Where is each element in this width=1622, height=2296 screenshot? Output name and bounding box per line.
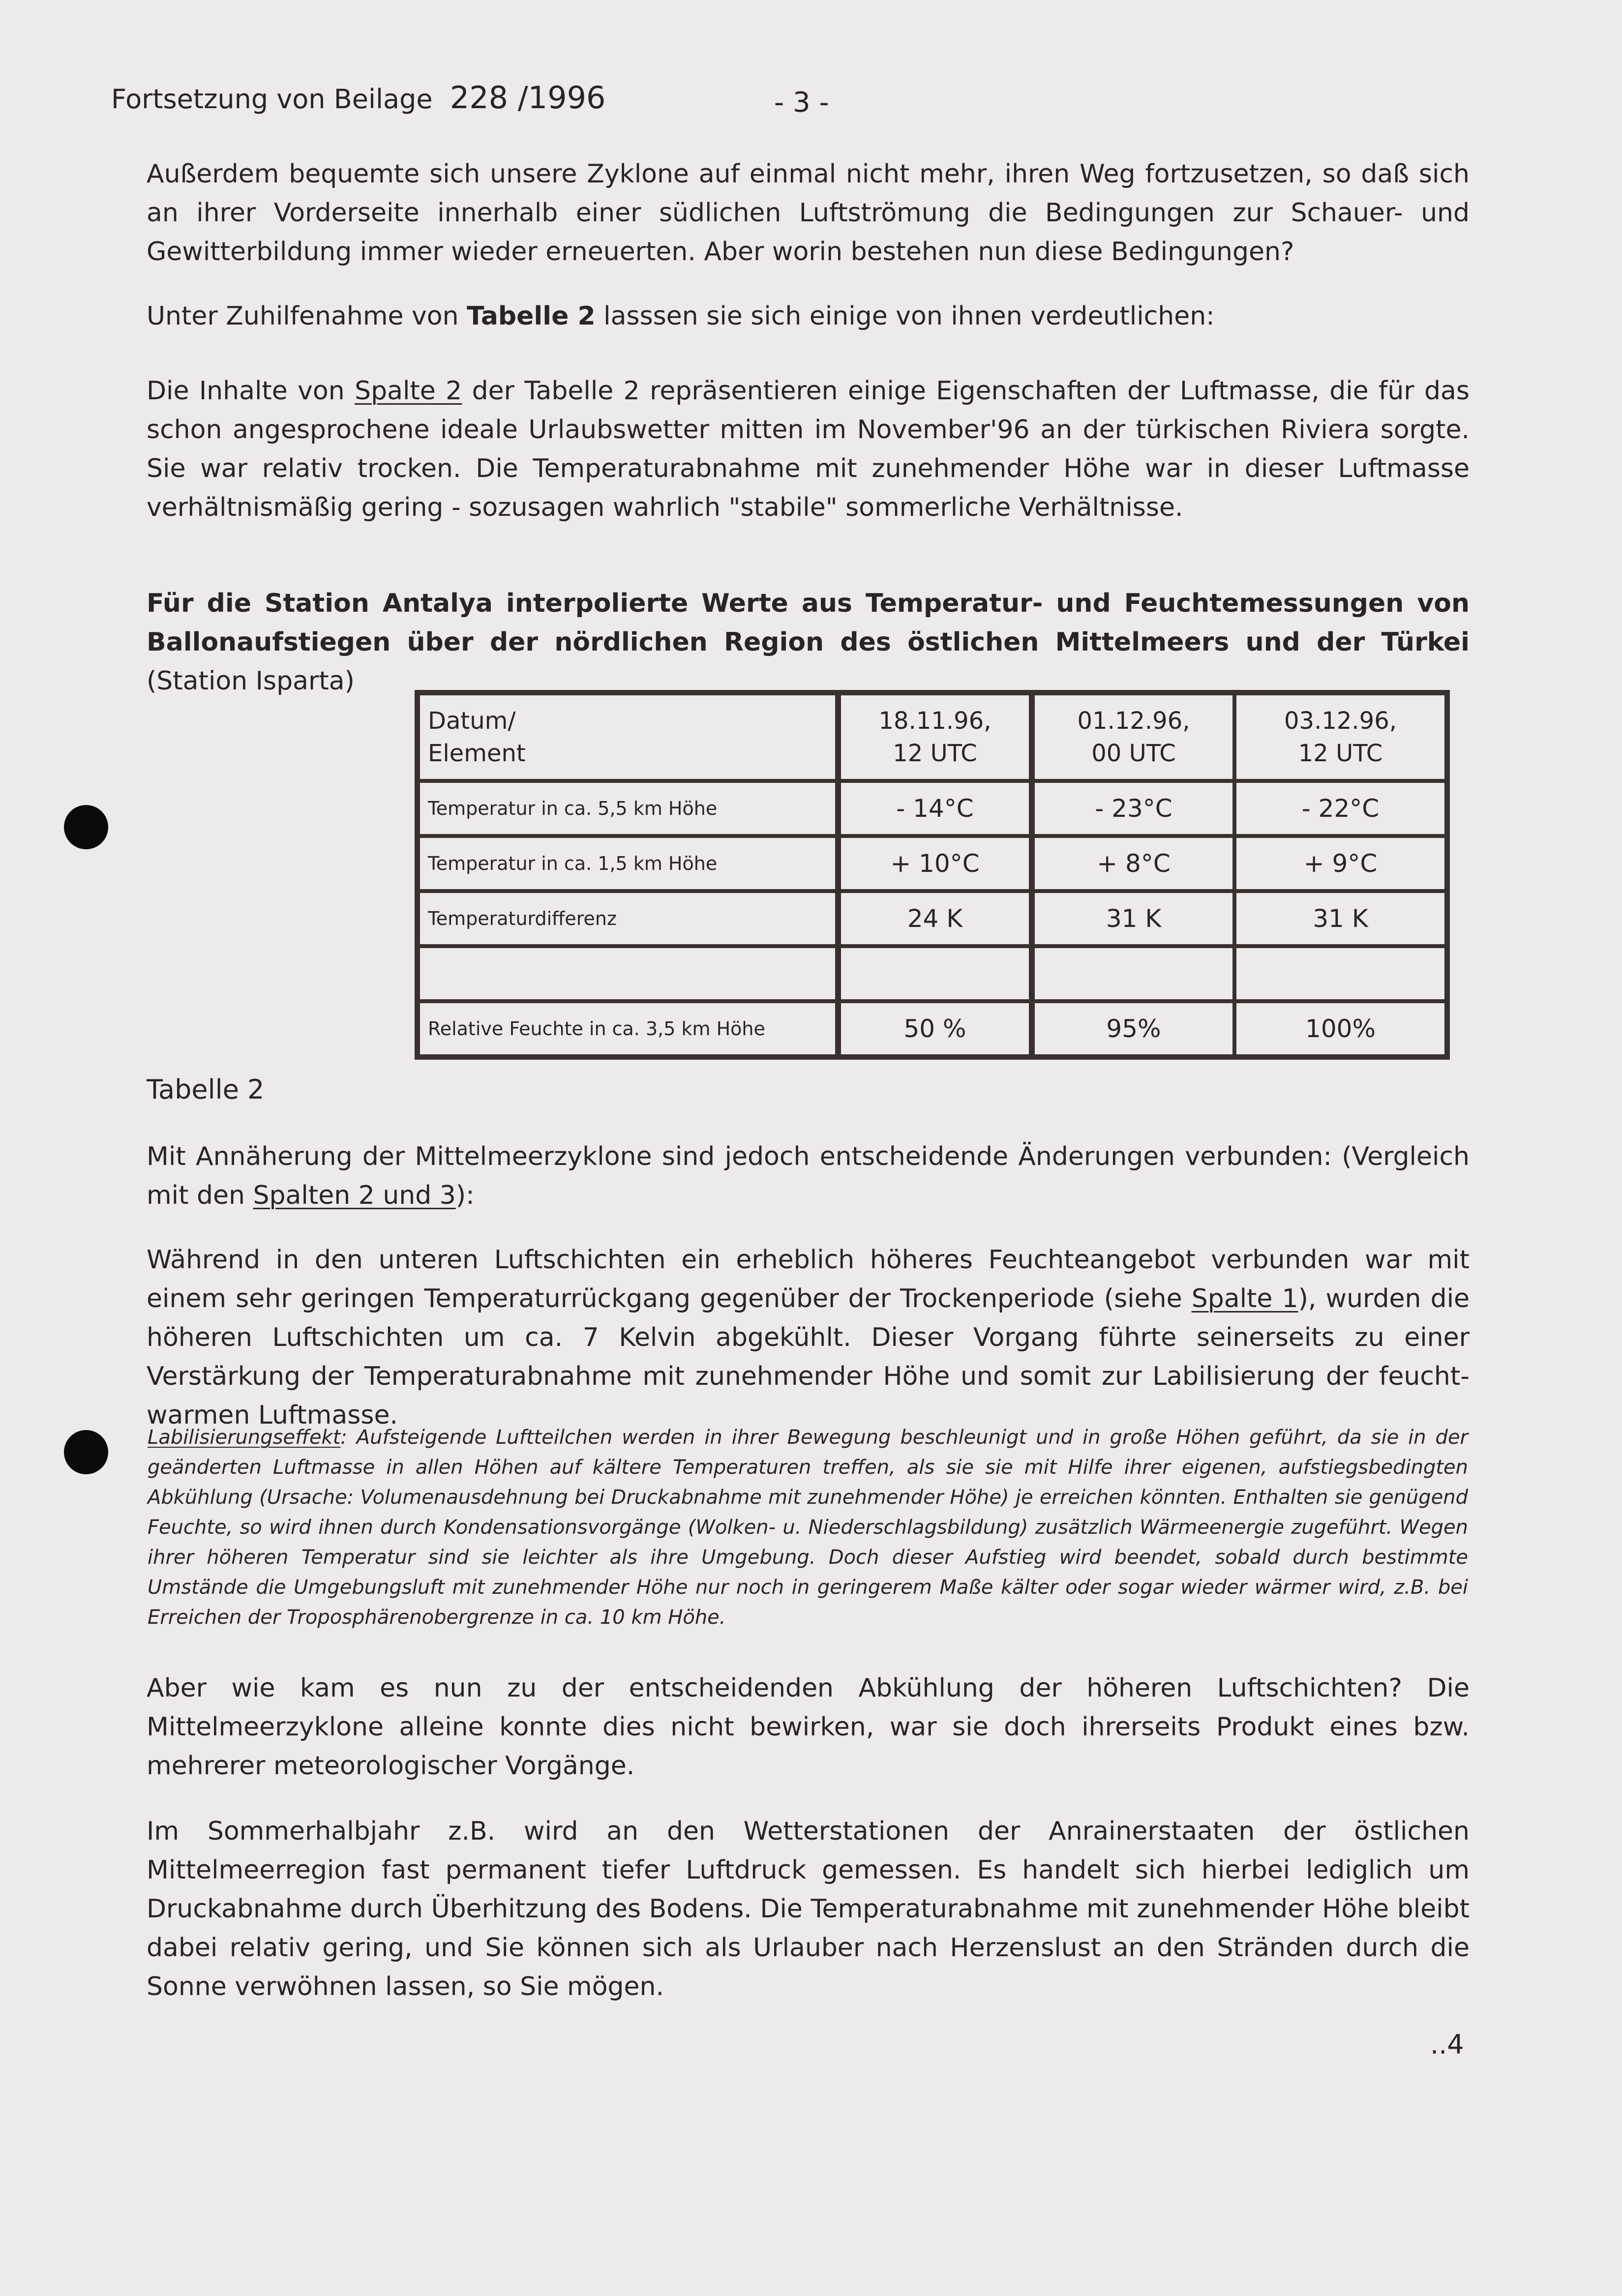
paragraph-3-end: der Tabelle 2 repräsentieren einige Eigenschaften der Luftmasse, die für das schon angesprochene ideale Urlaubswetter mitten im November'96 an der türkischen Riviera sorgte. Sie war relativ trocken. Die Temperaturabnahme mit zunehmender Höhe war in dieser Luftmasse verhältnismäßig gering - sozusagen wahrlich "stabile" sommerliche Verhältnisse. (147, 376, 1470, 522)
table-cell: 50 % (839, 1001, 1033, 1056)
paragraph-3-link: Spalte 2 (355, 376, 462, 406)
header-label-line2: Element (428, 740, 526, 767)
header-number: 228 /1996 (450, 80, 606, 116)
paragraph-4-end: ): (455, 1181, 475, 1210)
row-label: Temperatur in ca. 1,5 km Höhe (418, 836, 839, 891)
paragraph-4 (147, 1137, 1470, 1215)
paragraph-6: Aber wie kam es nun zu der entscheidenden Abkühlung der höheren Luftschichten? Die Mittelmeerzyklone alleine konnte dies nicht bewirken, war sie doch ihrerseits Produkt eines bzw. mehrerer meteorologischer Vorgänge. (147, 1673, 1470, 1781)
table-row (418, 891, 1446, 946)
header-col-3 (1234, 693, 1446, 781)
table-row (418, 781, 1446, 836)
table-row (418, 1001, 1446, 1056)
table-cell (839, 946, 1033, 1001)
paragraph-5-end: ), wurden die höheren Luftschichten um ca. 7 Kelvin abgekühlt. Dieser Vorgang führte seinerseits zu einer Verstärkung der Temperaturabnahme mit zunehmender Höhe und somit zur Labilisierung der feucht-warmen Luftmasse. (147, 1284, 1470, 1430)
table-cell: + 8°C (1033, 836, 1234, 891)
row-label: Relative Feuchte in ca. 3,5 km Höhe (418, 1001, 839, 1056)
table-caption-bold: Für die Station Antalya interpolierte Werte aus Temperatur- und Feuchtemessungen von Ballonaufstiegen über der nördlichen Region des östlichen Mittelmeers und der Türkei (147, 589, 1470, 657)
header-label-cell (418, 693, 839, 781)
header-col-3-date: 03.12.96, (1284, 707, 1397, 735)
header-title (111, 80, 605, 116)
table-cell: 100% (1234, 1001, 1446, 1056)
paragraph-3 (147, 372, 1470, 527)
paragraph-4-start: Mit Annäherung der Mittelmeerzyklone sind jedoch entscheidende Änderungen verbunden: (Vergleich mit den (147, 1142, 1470, 1210)
note-label: Labilisierungseffekt (148, 1426, 341, 1449)
row-label: Temperatur in ca. 5,5 km Höhe (418, 781, 839, 836)
table-cell: + 10°C (839, 836, 1033, 891)
paragraph-2 (147, 297, 1470, 336)
punch-hole-top (64, 805, 108, 849)
row-label (418, 946, 839, 1001)
page-number: - 3 - (774, 87, 829, 119)
table-cell: 95% (1033, 1001, 1234, 1056)
header-title-text: Fortsetzung von Beilage (111, 84, 433, 115)
table-cell: 24 K (839, 891, 1033, 946)
table-cell: + 9°C (1234, 836, 1446, 891)
header-col-1 (839, 693, 1033, 781)
paragraph-2-end: lasssen sie sich einige von ihnen verdeutlichen: (595, 301, 1215, 331)
paragraph-5-link: Spalte 1 (1191, 1284, 1298, 1313)
header-col-2-date: 01.12.96, (1077, 707, 1190, 735)
header-col-2-time: 00 UTC (1091, 740, 1176, 767)
paragraph-5 (147, 1241, 1470, 1435)
data-table (415, 690, 1450, 1060)
header-col-2 (1033, 693, 1234, 781)
header-col-3-time: 12 UTC (1298, 740, 1383, 767)
table-cell: - 23°C (1033, 781, 1234, 836)
table-cell: 31 K (1033, 891, 1234, 946)
paragraph-4-link: Spalten 2 und 3 (253, 1181, 456, 1210)
header-label-line1: Datum/ (428, 707, 516, 735)
punch-hole-bottom (64, 1430, 108, 1474)
note-block (148, 1423, 1468, 1633)
table-header-row (418, 693, 1446, 781)
table-cell: - 22°C (1234, 781, 1446, 836)
continued-marker: ..4 (1430, 2029, 1464, 2060)
row-label: Temperaturdifferenz (418, 891, 839, 946)
table-caption-rest: (Station Isparta) (147, 666, 355, 696)
table-cell: - 14°C (839, 781, 1033, 836)
table-row (418, 836, 1446, 891)
table-cell (1033, 946, 1234, 1001)
paragraph-2-bold: Tabelle 2 (467, 301, 596, 331)
paragraph-5-start: Während in den unteren Luftschichten ein erheblich höheres Feuchteangebot verbunden war mit einem sehr geringen Temperaturrückgang gegenüber der Trockenperiode (siehe (147, 1245, 1470, 1313)
paragraph-7: Im Sommerhalbjahr z.B. wird an den Wetterstationen der Anrainerstaaten der östlichen Mittelmeerregion fast permanent tiefer Luftdruck gemessen. Es handelt sich hierbei lediglich um Druckabnahme durch Überhitzung des Bodens. Die Temperaturabnahme mit zunehmender Höhe bleibt dabei relativ gering, und Sie können sich als Urlauber nach Herzenslust an den Stränden durch die Sonne verwöhnen lassen, so Sie mögen. (147, 1817, 1470, 2001)
table-row-empty (418, 946, 1446, 1001)
paragraph-3-start: Die Inhalte von (147, 376, 355, 406)
header-col-1-date: 18.11.96, (878, 707, 991, 735)
table-label: Tabelle 2 (147, 1074, 265, 1105)
note-text: : Aufsteigende Luftteilchen werden in ihrer Bewegung beschleunigt und in große Höhen geführt, da sie in der geänderten Luftmasse in allen Höhen auf kältere Temperaturen treffen, als sie sie mit Hilfe ihrer eigenen, aufstiegsbedingten Abkühlung (Ursache: Volumenausdehnung bei Druckabnahme mit zunehmender Höhe) je erreichen könnten. Enthalten sie genügend Feuchte, so wird ihnen durch Kondensationsvorgänge (Wolken- u. Niederschlagsbildung) zusätzlich Wärmeenergie zugeführt. Wegen ihrer höheren Temperatur sind sie leichter als ihre Umgebung. Doch dieser Aufstieg wird beendet, sobald durch bestimmte Umstände die Umgebungsluft mit zunehmender Höhe nur noch in geringerem Maße kälter oder sogar wieder wärmer wird, z.B. bei Erreichen der Troposphärenobergrenze in ca. 10 km Höhe. (148, 1426, 1468, 1629)
table-caption (147, 584, 1470, 701)
paragraph-1: Außerdem bequemte sich unsere Zyklone auf einmal nicht mehr, ihren Weg fortzusetzen, so daß sich an ihrer Vorderseite innerhalb einer südlichen Luftströmung die Bedingungen zur Schauer- und Gewitterbildung immer wieder erneuerten. Aber worin bestehen nun diese Bedingungen? (147, 159, 1470, 267)
table-cell: 31 K (1234, 891, 1446, 946)
table-cell (1234, 946, 1446, 1001)
header-col-1-time: 12 UTC (893, 740, 977, 767)
paragraph-2-start: Unter Zuhilfenahme von (147, 301, 467, 331)
